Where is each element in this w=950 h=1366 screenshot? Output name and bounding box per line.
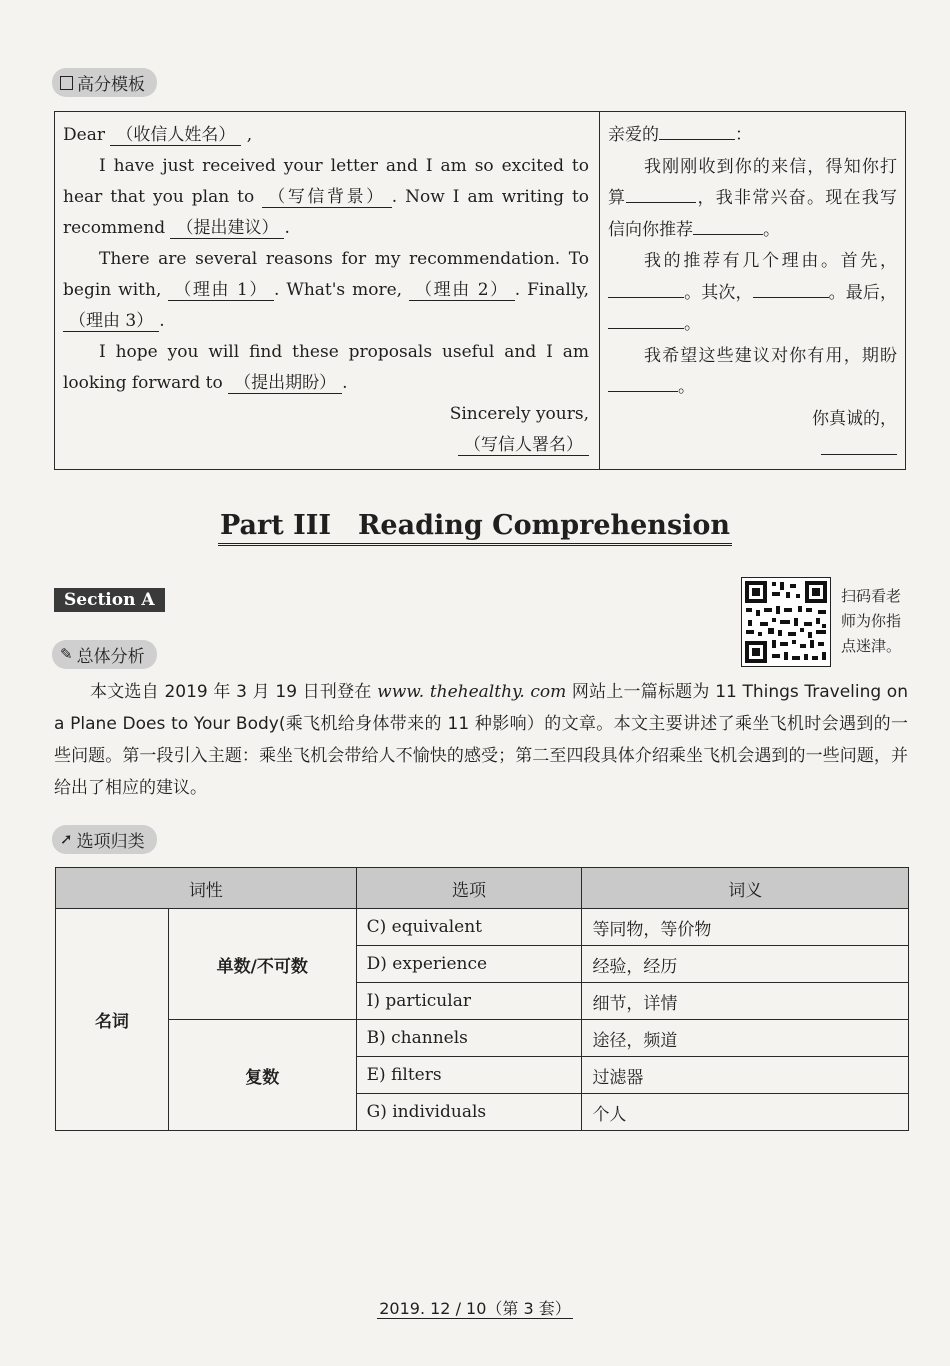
recipient-blank: （收信人姓名） (110, 125, 241, 146)
part-title: Part III Reading Comprehension (0, 503, 950, 542)
website-name: www. thehealthy. com (377, 682, 567, 702)
option-cell: I) particular (356, 983, 582, 1020)
table-row (56, 909, 909, 946)
en-paragraph-1: I have just received your letter and I am so excited to hear that you plan to （写信背景） . Now I am writing to recommend （提出建议） . (63, 156, 590, 238)
letter-english (55, 112, 600, 469)
en-signature-line (63, 430, 589, 461)
blank-line (626, 201, 696, 203)
footer-date: 2019. 12 / 10（第 3 套） (379, 1299, 571, 1318)
blank-line (821, 453, 897, 455)
option-cell: E) filters (356, 1057, 582, 1094)
table-row (56, 1020, 909, 1057)
analysis-tag-label: 总体分析 (76, 647, 145, 667)
expect-blank: （提出期盼） (228, 373, 342, 394)
signature-blank: （写信人署名） (458, 435, 589, 456)
analysis-tag (52, 640, 157, 669)
group-singular: 单数/不可数 (168, 909, 356, 1020)
blank-line (753, 296, 829, 298)
template-tag-label: 高分模板 (77, 75, 145, 95)
zh-paragraph-3: 我希望这些建议对你有用，期盼。 (608, 341, 897, 404)
arrow-icon: ➚ (60, 830, 73, 848)
meaning-cell: 途径，频道 (582, 1020, 909, 1057)
blank-line (659, 138, 735, 140)
meaning-cell: 经验，经历 (582, 946, 909, 983)
en-paragraph-2: There are several reasons for my recommendation. To begin with, （理由 1） . What's more, （理由 2） . Finally, （理由 3） . (63, 249, 590, 331)
pos-cell: 名词 (56, 909, 169, 1131)
en-closing: Sincerely yours, (449, 404, 589, 424)
suggestion-blank: （提出建议） (170, 218, 284, 239)
classify-tag-label: 选项归类 (76, 832, 145, 852)
meaning-cell: 细节，详情 (582, 983, 909, 1020)
pen-icon: ✎ (60, 645, 73, 663)
option-cell: C) equivalent (356, 909, 582, 946)
en-paragraph-3: I hope you will find these proposals useful and I am looking forward to （提出期盼） . (63, 342, 589, 393)
qr-code-icon[interactable] (741, 577, 831, 667)
classify-tag (52, 825, 157, 854)
reason1-blank: （理由 1） (168, 280, 274, 301)
group-plural: 复数 (168, 1020, 356, 1131)
zh-paragraph-1: 我刚刚收到你的来信，得知你打算 ，我非常兴奋。现在我写信向你推荐 。 (608, 156, 897, 240)
en-salutation: Dear （收信人姓名） , (63, 125, 253, 145)
qr-caption: 扫码看老师为你指点迷津。 (841, 587, 902, 655)
page-footer (0, 1296, 950, 1319)
section-label: Section A (54, 588, 165, 612)
header-meaning: 词义 (582, 868, 909, 909)
zh-paragraph-2: 我的推荐有几个理由。首先，。其次， 。最后，。 (608, 246, 897, 341)
qr-code-graphic (742, 578, 830, 666)
letter-chinese (600, 112, 905, 469)
option-cell: G) individuals (356, 1094, 582, 1131)
letter-template-box (54, 111, 906, 470)
zh-signature-line (608, 435, 897, 467)
meaning-cell: 等同物，等价物 (582, 909, 909, 946)
checkbox-icon (60, 76, 73, 90)
header-pos: 词性 (56, 868, 357, 909)
template-tag (52, 68, 157, 97)
meaning-cell: 过滤器 (582, 1057, 909, 1094)
option-cell: B) channels (356, 1020, 582, 1057)
blank-line (608, 390, 678, 392)
header-option: 选项 (356, 868, 582, 909)
meaning-cell: 个人 (582, 1094, 909, 1131)
table-header-row (56, 868, 909, 909)
blank-line (693, 233, 763, 235)
blank-line (608, 327, 684, 329)
options-table (55, 867, 909, 1131)
reason3-blank: （理由 3） (63, 311, 159, 332)
analysis-paragraph: 本文选自 2019 年 3 月 19 日刊登在 www. thehealthy. com 网站上一篇标题为 11 Things Traveling on a Plane Does to Your Body(乘飞机给身体带来的 11 种影响）的文章。本文主要讲述了乘坐飞机时会遇到的一些问题。第一段引入主题：乘坐飞机会带给人不愉快的感受；第二至四段具体介绍乘坐飞机会遇到的一些问题，并给出了相应的建议。 (54, 682, 908, 798)
background-blank: （写信背景） (262, 187, 392, 208)
reason2-blank: （理由 2） (409, 280, 515, 301)
option-cell: D) experience (356, 946, 582, 983)
blank-line (608, 296, 684, 298)
zh-closing: 你真诚的， (812, 408, 897, 429)
zh-salutation: 亲爱的 ： (608, 125, 752, 145)
